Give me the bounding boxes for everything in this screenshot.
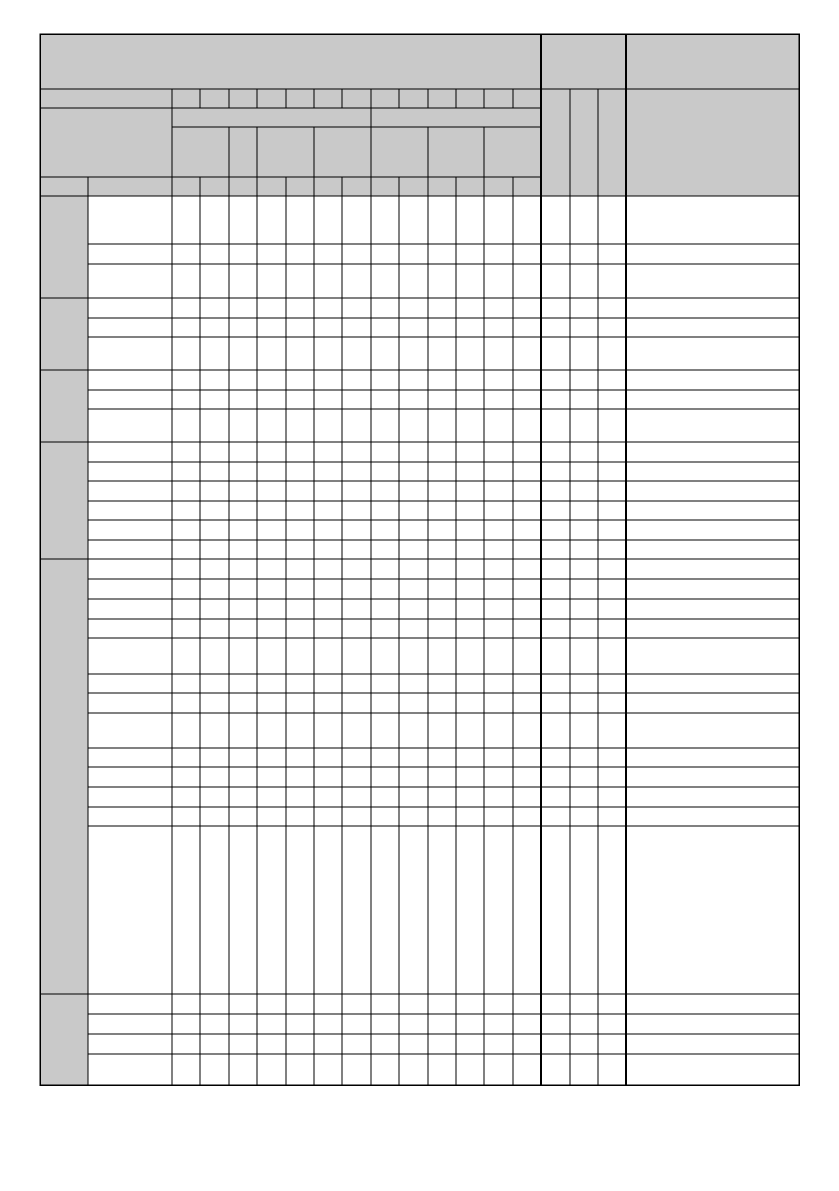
grid-cells [88,196,799,1085]
header-band [40,34,799,196]
body-area [88,196,799,1085]
category-column [40,196,88,1085]
